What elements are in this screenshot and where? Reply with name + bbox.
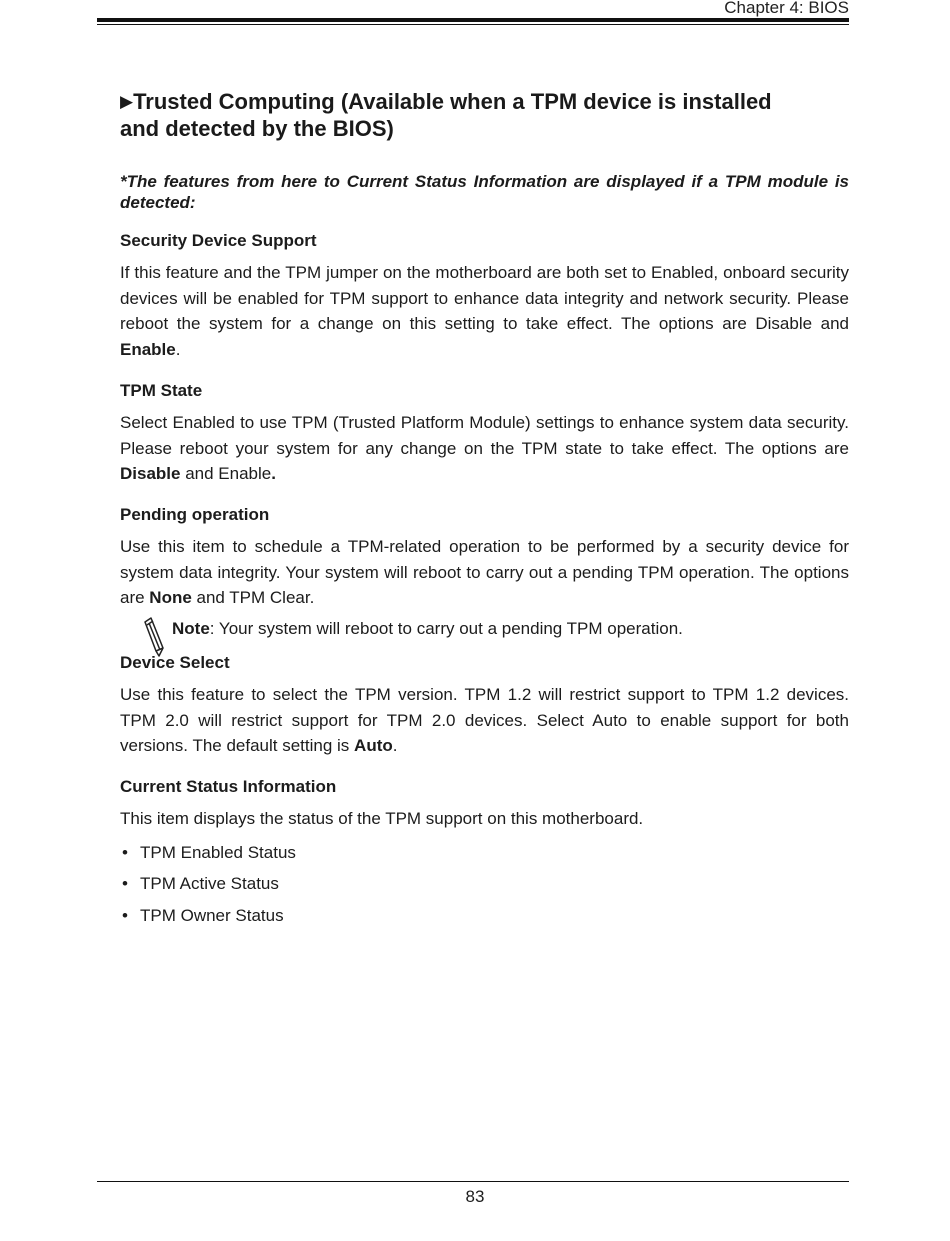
list-item	[120, 900, 849, 932]
header-rule-thick	[97, 18, 849, 22]
default-option: Auto	[354, 736, 393, 756]
list-item-label: TPM Enabled Status	[140, 842, 296, 862]
list-item-label: TPM Active Status	[140, 874, 279, 894]
feature-description	[120, 682, 849, 759]
section-title-line1: Trusted Computing (Available when a TPM device is installed	[133, 89, 772, 114]
description-text: If this feature and the TPM jumper on the motherboard are both set to Enabled, onboard security devices will be enabled for TPM support to enhance data integrity and network security. Please reboot the system for a change on this setting to take effect. The options are Disable and	[120, 263, 849, 334]
header-rule-thin	[97, 24, 849, 25]
description-end: .	[271, 464, 276, 484]
description-text: and TPM Clear.	[191, 588, 315, 608]
feature-title: TPM State	[120, 380, 203, 400]
bullet-icon: •	[122, 842, 128, 862]
description-text: Use this item to schedule a TPM-related operation to be performed by a security device for system data integrity. Your system will reboot to carry out a pending TPM operation. The options are	[120, 536, 849, 608]
feature-description	[120, 260, 849, 363]
feature-title: Current Status Information	[120, 777, 337, 797]
section-intro: *The features from here to Current Status Information are displayed if a TPM module is detected:	[120, 172, 849, 212]
default-option: None	[149, 588, 192, 608]
note-label: Note	[172, 619, 210, 639]
default-option: Disable	[120, 464, 181, 484]
feature-description: This item displays the status of the TPM support on this motherboard.	[120, 809, 644, 829]
feature-title: Device Select	[120, 653, 230, 673]
triangle-marker-icon: ▶	[120, 92, 134, 111]
feature-device-select	[120, 652, 849, 759]
page-number: 83	[465, 1187, 485, 1206]
description-text: Select Enabled to use TPM (Trusted Platform Module) settings to enhance system data security. Please reboot your system for any change on the TPM state to take effect. The options are	[120, 412, 849, 458]
feature-pending-operation	[120, 504, 849, 644]
section-heading	[120, 88, 849, 142]
description-end: .	[175, 340, 181, 360]
feature-security-device-support	[120, 230, 849, 363]
description-text: Use this feature to select the TPM version. TPM 1.2 will restrict support to TPM 1.2 devices. TPM 2.0 will restrict support for TPM 2.0 devices. Select Auto to enable support for both versions. The default setting is	[120, 685, 849, 756]
list-item	[120, 837, 849, 869]
page-content	[120, 88, 849, 931]
default-option: Enable	[120, 340, 176, 360]
footer-rule	[97, 1181, 849, 1182]
feature-title: Security Device Support	[120, 231, 317, 250]
note-text: : Your system will reboot to carry out a pending TPM operation.	[209, 619, 683, 639]
bullet-icon: •	[122, 874, 128, 894]
description-text: and Enable	[180, 464, 272, 484]
bullet-icon: •	[122, 905, 128, 925]
status-list	[120, 837, 849, 932]
feature-tpm-state	[120, 380, 849, 487]
chapter-header: Chapter 4: BIOS	[724, 0, 849, 17]
feature-title: Pending operation	[120, 504, 270, 524]
description-end: .	[392, 736, 398, 756]
section-title-line2: and detected by the BIOS)	[120, 116, 394, 141]
pencil-icon	[142, 616, 166, 658]
feature-description	[120, 534, 849, 611]
note	[120, 618, 849, 644]
feature-description	[120, 410, 849, 487]
feature-current-status	[120, 776, 849, 931]
list-item	[120, 868, 849, 900]
list-item-label: TPM Owner Status	[140, 905, 284, 925]
